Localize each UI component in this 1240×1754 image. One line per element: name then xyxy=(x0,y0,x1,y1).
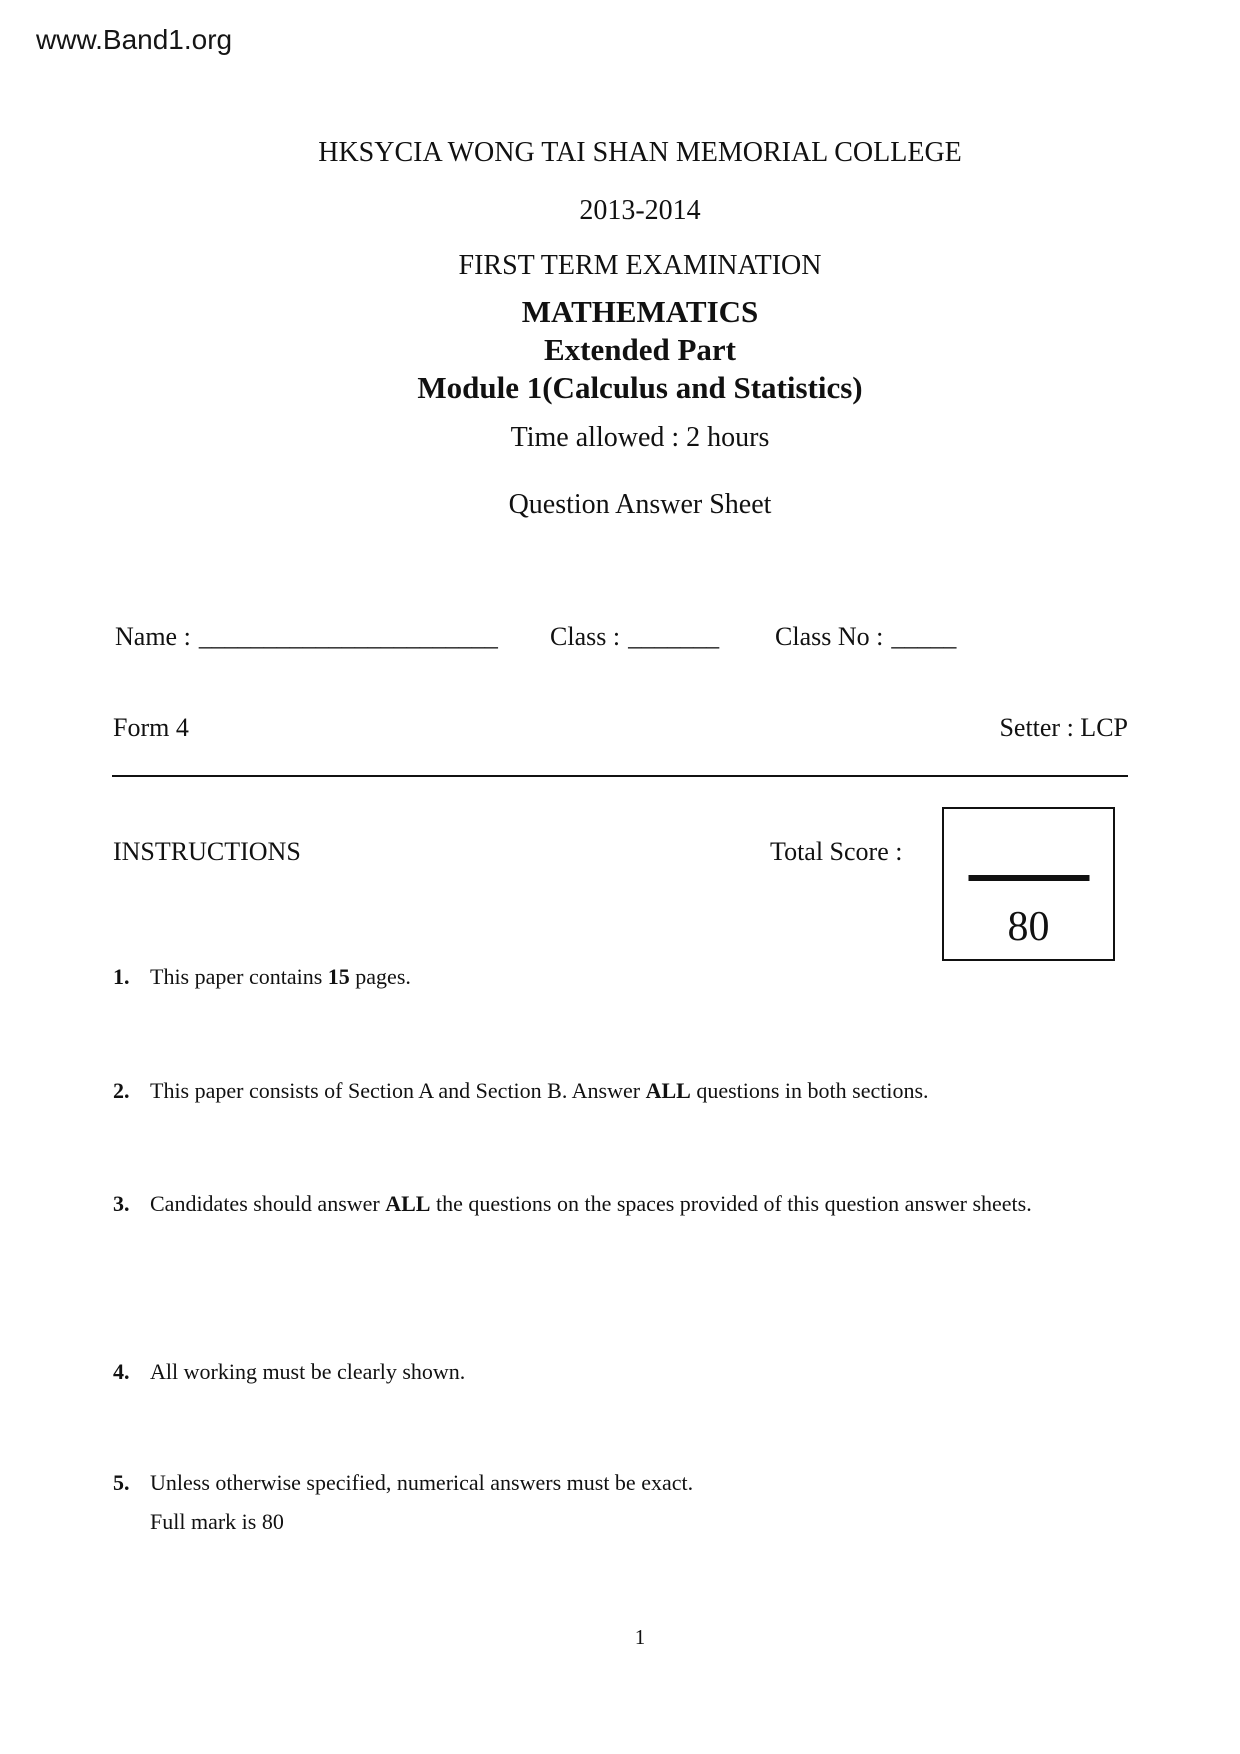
total-score-label: Total Score : xyxy=(770,837,903,866)
instruction-text: This paper consists of Section A and Section B. Answer ALL questions in both sections. xyxy=(150,1078,929,1103)
sheet-type: Question Answer Sheet xyxy=(508,489,772,520)
total-score-box xyxy=(942,807,1115,961)
instruction-number: 3. xyxy=(113,1191,130,1216)
exam-year: 2013-2014 xyxy=(579,195,701,226)
form-level: Form 4 xyxy=(113,713,189,742)
instruction-item-5 xyxy=(113,1454,1128,1511)
setter: Setter : LCP xyxy=(999,713,1128,742)
instruction-text: This paper contains 15 pages. xyxy=(150,964,411,989)
horizontal-rule xyxy=(112,775,1128,777)
instructions-heading: INSTRUCTIONS xyxy=(113,837,301,866)
exam-title: FIRST TERM EXAMINATION xyxy=(458,250,822,281)
subject-name: MATHEMATICS xyxy=(521,294,759,329)
site-watermark: www.Band1.org xyxy=(36,24,233,55)
class-blank-line: _______ xyxy=(628,622,720,651)
instruction-number: 4. xyxy=(113,1359,130,1384)
class-no-field xyxy=(775,622,956,652)
instruction-text: Candidates should answer ALL the questions on the spaces provided of this question answer sheets. xyxy=(150,1191,1032,1216)
full-mark-note: Full mark is 80 xyxy=(150,1509,284,1534)
score-entry-line xyxy=(968,875,1089,881)
name-label: Name : xyxy=(115,622,191,651)
instruction-number: 2. xyxy=(113,1078,130,1103)
subject-part: Extended Part xyxy=(543,332,736,367)
instruction-text: Unless otherwise specified, numerical answers must be exact. xyxy=(150,1470,694,1495)
class-no-blank-line: _____ xyxy=(891,622,957,651)
instruction-item-1 xyxy=(113,948,1128,1005)
score-maximum: 80 xyxy=(1007,904,1050,950)
instruction-item-3 xyxy=(113,1175,1128,1232)
name-field xyxy=(115,622,498,652)
instruction-item-2 xyxy=(113,1062,1128,1119)
subject-title-block xyxy=(40,293,1240,407)
class-label: Class : xyxy=(550,622,621,651)
instruction-text: All working must be clearly shown. xyxy=(150,1359,466,1384)
time-allowed: Time allowed : 2 hours xyxy=(510,422,770,453)
class-no-label: Class No : xyxy=(775,622,884,651)
instruction-number: 5. xyxy=(113,1470,130,1495)
instruction-item-4 xyxy=(113,1343,1128,1400)
instruction-number: 1. xyxy=(113,964,130,989)
page-number: 1 xyxy=(634,1625,646,1649)
school-name: HKSYCIA WONG TAI SHAN MEMORIAL COLLEGE xyxy=(318,137,962,168)
subject-module: Module 1(Calculus and Statistics) xyxy=(417,370,863,405)
name-blank-line: _______________________ xyxy=(198,622,498,651)
class-field xyxy=(550,622,719,652)
